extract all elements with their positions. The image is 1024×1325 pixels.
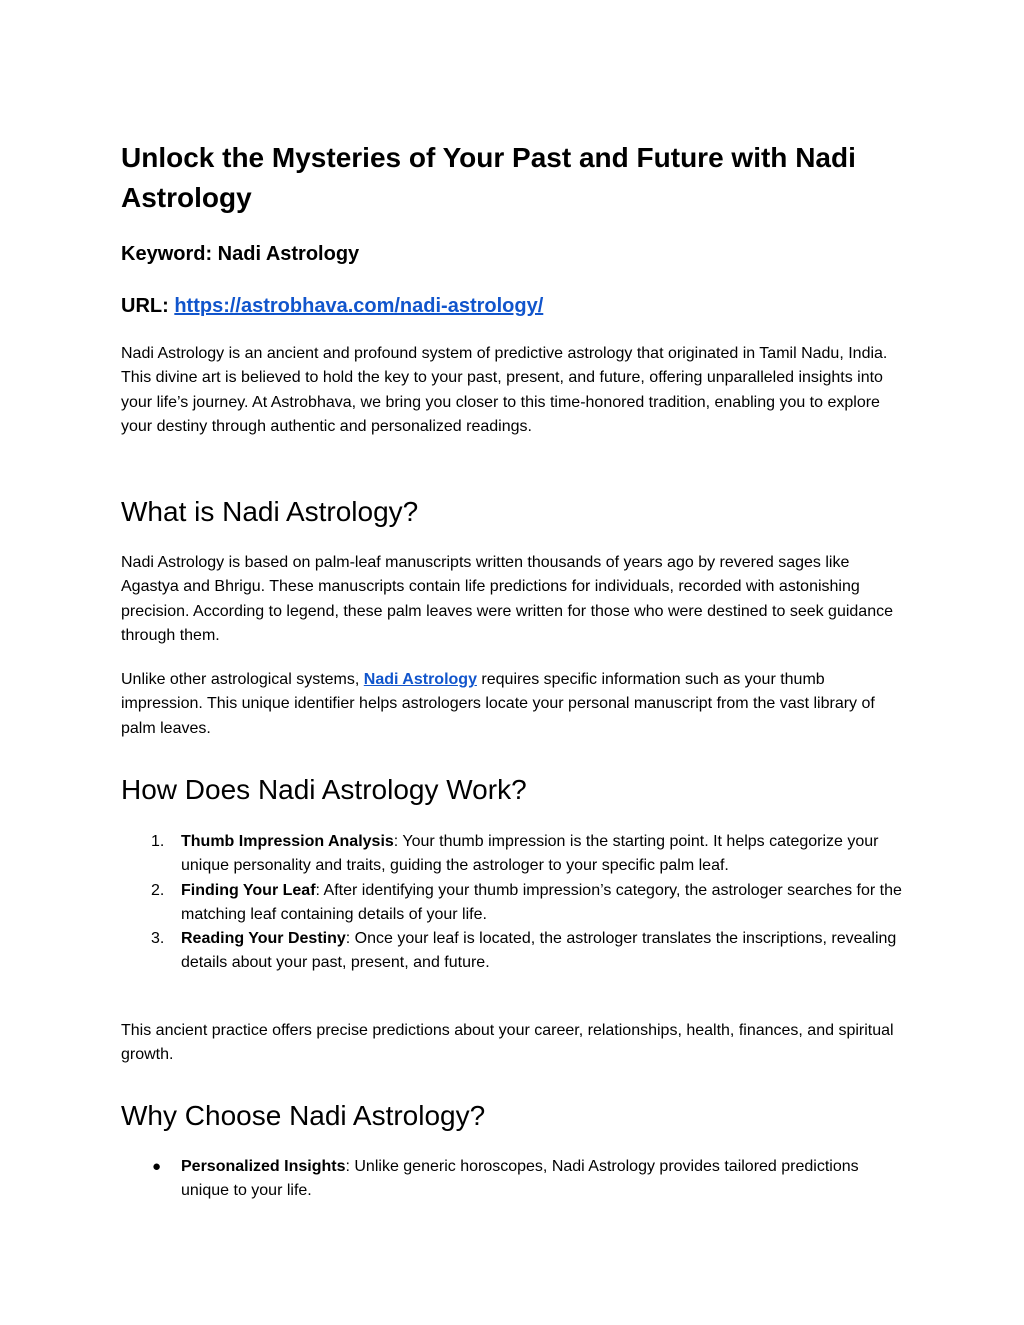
intro-paragraph: Nadi Astrology is an ancient and profound system of predictive astrology that originated in Tamil Nadu, India. This divine art is believed to hold the key to your past, present, and future, offering unparalleled insights into your life’s journey. At Astrobhava, we bring you closer to this time-honored tradition, enabling you to explore your destiny through authentic and personalized readings. [121,345,888,435]
section-heading-why-choose: Why Choose Nadi Astrology? [121,1100,486,1131]
nadi-astrology-link[interactable]: Nadi Astrology [363,671,477,688]
what-is-paragraph-2 [121,668,906,741]
step-item [121,927,906,976]
document-title: Unlock the Mysteries of Your Past and Future with Nadi Astrology [121,142,856,213]
step-text: : Your thumb impression is the starting point. It helps categorize your unique personality and traits, guiding the astrologer to your specific palm leaf. [181,833,879,875]
step-item [121,830,906,879]
benefit-text: : Unlike generic horoscopes, Nadi Astrology provides tailored predictions unique to your life. [181,1158,859,1200]
step-number: 2. [151,881,165,899]
bullet-icon: ● [152,1158,162,1175]
step-title: Finding Your Leaf [181,881,316,899]
url-line [121,293,543,319]
step-number: 3. [151,930,165,948]
para2-before: Unlike other astrological systems, [121,671,364,688]
url-link[interactable]: https://astrobhava.com/nadi-astrology/ [174,295,544,317]
what-is-paragraph-1: Nadi Astrology is based on palm-leaf manuscripts written thousands of years ago by revered sages like Agastya and Bhrigu. These manuscripts contain life predictions for individuals, recorded with astonishing precision. According to legend, these palm leaves were written for those who were destined to seek guidance through them. [121,554,893,644]
keyword-line: Keyword: Nadi Astrology [121,243,360,265]
step-number: 1. [151,833,165,850]
benefit-title: Personalized Insights [181,1158,346,1175]
url-label: URL: [121,295,175,317]
para2-after: requires specific information such as your thumb impression. This unique identifier helps astrologers locate your personal manuscript from the vast library of palm leaves. [121,671,875,737]
step-item [121,879,906,928]
step-text: : After identifying your thumb impression’s category, the astrologer searches for the matching leaf containing details of your life. [181,881,902,923]
steps-list [121,830,906,976]
step-text: : Once your leaf is located, the astrologer translates the inscriptions, revealing details about your past, present, and future. [181,930,897,972]
section-heading-how-it-works: How Does Nadi Astrology Work? [121,774,527,805]
step-title: Thumb Impression Analysis [181,833,394,850]
step-title: Reading Your Destiny [181,930,346,948]
how-it-works-closing: This ancient practice offers precise predictions about your career, relationships, health, finances, and spiritual growth. [121,1022,894,1064]
benefit-item [121,1155,906,1204]
section-heading-what-is: What is Nadi Astrology? [121,496,419,527]
benefits-list [121,1155,906,1204]
